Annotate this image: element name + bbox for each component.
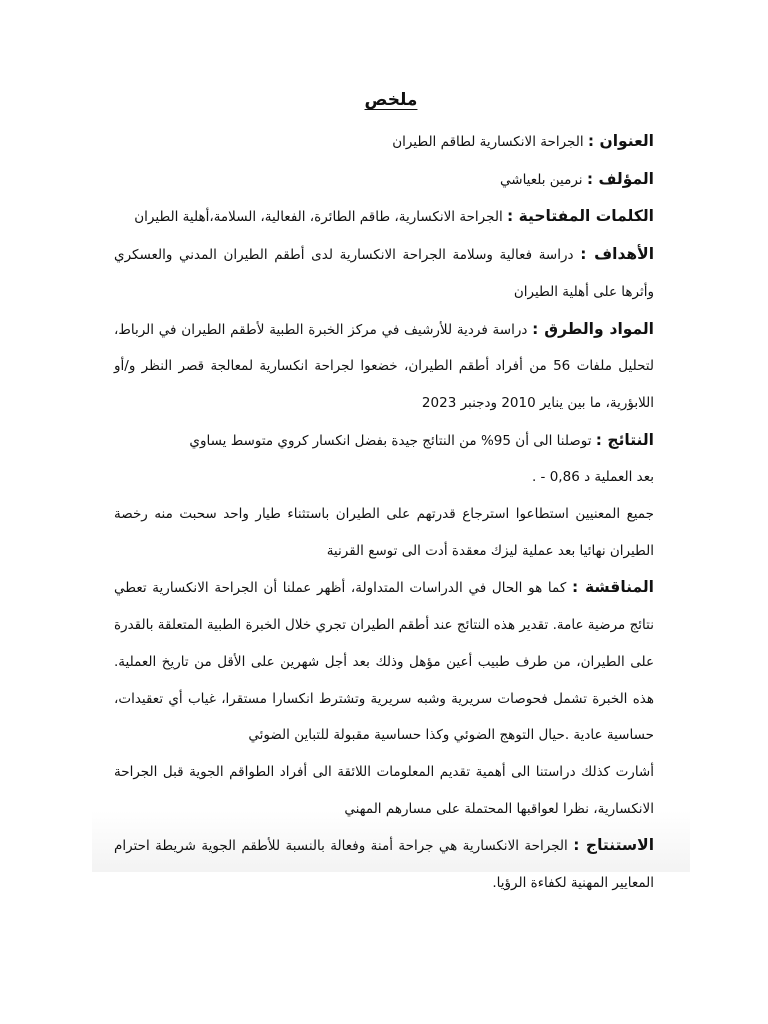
objectives-label: الأهداف : bbox=[580, 245, 655, 264]
results-value-line: بعد العملية د 0,86 - . bbox=[531, 469, 654, 486]
author-label: المؤلف : bbox=[586, 169, 654, 188]
keywords-label: الكلمات المفتاحية : bbox=[507, 207, 654, 226]
objectives-paragraph bbox=[114, 236, 654, 310]
results-text: توصلنا الى أن 95% من النتائج جيدة بفضل انكسار كروي متوسط يساوي bbox=[189, 432, 592, 449]
title-paragraph bbox=[114, 123, 654, 161]
results-continuation: جميع المعنيين استطاعوا استرجاع قدرتهم على الطيران باستثناء طيار واحد سحبت منه رخصة الطيران نهائيا بعد عملية ليزك معقدة أدت الى توسع القرنية bbox=[114, 506, 654, 559]
title-text: الجراحة الانكسارية لطاقم الطيران bbox=[392, 134, 584, 150]
discussion-continuation: أشارت كذلك دراستنا الى أهمية تقديم المعلومات اللائقة الى أفراد الطواقم الجوية قبل الجراحة الانكسارية، نظرا لعواقبها المحتملة على مسارهم المهني bbox=[114, 763, 654, 817]
conclusion-paragraph bbox=[114, 827, 654, 901]
methods-paragraph bbox=[114, 311, 654, 422]
keywords-paragraph bbox=[114, 198, 654, 236]
title-label: العنوان : bbox=[587, 132, 654, 150]
conclusion-text: الجراحة الانكسارية هي جراحة أمنة وفعالة بالنسبة للأطقم الجوية شريطة احترام المعايير المهنية لكفاءة الرؤيا. bbox=[114, 838, 654, 892]
discussion-label: المناقشة : bbox=[571, 578, 654, 597]
discussion-text: كما هو الحال في الدراسات المتداولة، أظهر عملنا أن الجراحة الانكسارية تعطي نتائج مرضية عامة. تقدير هذه النتائج عند أطقم الطيران تجري خلال الخبرة الطبية المتعلقة بالقدرة على الطيران، من طرف طبيب أعين مؤهل وذلك بعد أجل شهرين على الأقل من تاريخ العملية. هذه الخبرة تشمل فحوصات سريرية وشبه سريرية وتشترط انكسارا مستقرا، غياب أي تعقيدات، حساسية عادية .حيال التوهج الضوئي وكذا حساسية مقبولة للتباين الضوئي bbox=[114, 580, 654, 744]
abstract-heading: ملخص bbox=[364, 90, 418, 110]
results-label: النتائج : bbox=[595, 430, 654, 449]
discussion-paragraph bbox=[114, 569, 654, 754]
author-text: نرمين بلعياشي bbox=[500, 171, 583, 188]
results-paragraph bbox=[114, 422, 654, 460]
objectives-text: دراسة فعالية وسلامة الجراحة الانكسارية لدى أطقم الطيران المدني والعسكري وأثرها على أهلية الطيران bbox=[114, 247, 654, 300]
conclusion-label: الاستنتاج : bbox=[573, 836, 655, 855]
document-page bbox=[92, 0, 690, 892]
abstract-body bbox=[114, 123, 654, 902]
methods-label: المواد والطرق : bbox=[532, 319, 655, 338]
author-paragraph bbox=[114, 161, 654, 199]
methods-text: دراسة فردية للأرشيف في مركز الخبرة الطبية لأطقم الطيران في الرباط، لتحليل ملفات 56 من أفراد أطقم الطيران، خضعوا لجراحة انكسارية لمعالجة قصر النظر و/أو اللابؤرية، ما بين يناير 2010 ودجنبر 2023 bbox=[114, 321, 654, 411]
keywords-text: الجراحة الانكسارية، طاقم الطائرة، الفعالية، السلامة،أهلية الطيران bbox=[134, 209, 503, 226]
